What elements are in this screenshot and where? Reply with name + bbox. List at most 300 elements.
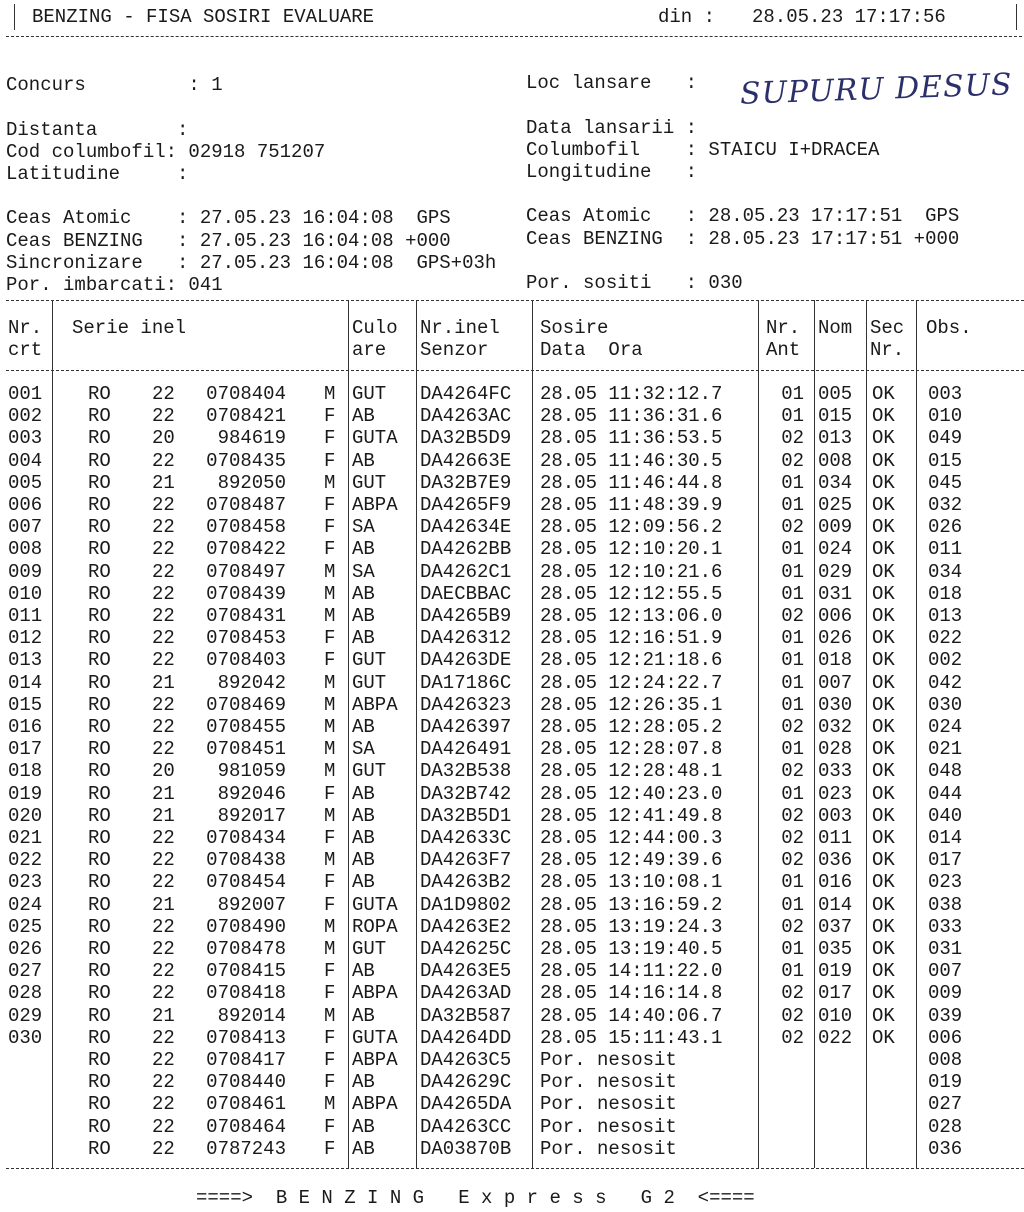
antenna-number: 01 [781, 871, 804, 894]
sensor-ring: DA42634E [420, 516, 512, 539]
ring-year: 20 [152, 427, 175, 450]
pigeon-sex: M [324, 671, 336, 694]
arrival-time: 28.05 14:40:06.7 [540, 1004, 723, 1027]
section-status: OK [872, 560, 895, 583]
observation: 026 [928, 516, 963, 539]
left-border [14, 4, 15, 30]
ring-country: RO [88, 804, 111, 827]
pigeon-sex: M [324, 605, 336, 627]
arrival-time: 28.05 12:24:22.7 [540, 671, 723, 694]
nomination-number: 019 [818, 960, 853, 983]
pigeon-color: ABPA [352, 494, 398, 516]
pigeon-sex: M [324, 849, 336, 872]
nomination-number: 032 [818, 716, 853, 738]
ring-year: 22 [152, 538, 175, 561]
ring-number: 0708417 [206, 1049, 286, 1071]
section-status: OK [872, 893, 895, 916]
ring-country: RO [88, 582, 111, 605]
ring-number: 0708455 [206, 716, 286, 738]
arrival-time: 28.05 12:28:07.8 [540, 738, 723, 761]
observation: 038 [928, 893, 963, 916]
arrival-time: 28.05 11:46:30.5 [540, 449, 723, 472]
section-status: OK [872, 760, 895, 783]
pigeon-color: GUT [352, 671, 387, 694]
ring-number: 0708458 [206, 516, 286, 539]
ring-number: 892007 [217, 893, 286, 916]
nomination-number: 014 [818, 893, 853, 916]
ring-country: RO [88, 893, 111, 916]
nomination-number: 031 [818, 582, 853, 605]
pigeon-color: ABPA [352, 982, 398, 1005]
arrival-time: Por. nesosit [540, 1137, 677, 1160]
antenna-number: 01 [781, 649, 804, 672]
column-header-ant: Nr. [766, 317, 801, 339]
pigeon-color: AB [352, 1115, 375, 1138]
arrival-time: 28.05 12:28:48.1 [540, 760, 723, 783]
ring-country: RO [88, 782, 111, 805]
pigeon-sex: F [324, 1137, 336, 1160]
antenna-number: 02 [781, 516, 804, 539]
ring-year: 22 [152, 449, 175, 472]
pigeon-sex: F [324, 782, 336, 805]
ring-number: 892046 [217, 782, 286, 805]
row-number: 011 [8, 605, 43, 627]
row-number: 029 [8, 1004, 43, 1027]
pigeon-color: GUTA [352, 427, 398, 450]
pigeon-color: GUT [352, 471, 387, 494]
arrival-time: 28.05 14:16:14.8 [540, 982, 723, 1005]
arrival-time: 28.05 12:16:51.9 [540, 627, 723, 650]
arrival-time: 28.05 12:26:35.1 [540, 693, 723, 716]
nomination-number: 037 [818, 915, 853, 938]
observation: 045 [928, 471, 963, 494]
sensor-ring: DA4265DA [420, 1093, 512, 1116]
column-header-sosire-sub: Data Ora [540, 339, 643, 361]
ring-number: 0708478 [206, 938, 286, 960]
nomination-number: 005 [818, 383, 853, 405]
row-number: 009 [8, 560, 43, 583]
antenna-number: 02 [781, 716, 804, 738]
ring-country: RO [88, 849, 111, 872]
ring-country: RO [88, 671, 111, 694]
arrival-time: Por. nesosit [540, 1049, 677, 1071]
column-divider [814, 300, 815, 1168]
pigeon-sex: M [324, 1004, 336, 1027]
sensor-ring: DAECBBAC [420, 582, 512, 605]
column-divider [532, 300, 533, 1168]
ring-country: RO [88, 1115, 111, 1138]
observation: 013 [928, 605, 963, 627]
section-status: OK [872, 871, 895, 894]
row-number: 003 [8, 427, 43, 450]
ring-number: 892014 [217, 1004, 286, 1027]
ring-country: RO [88, 693, 111, 716]
nomination-number: 003 [818, 804, 853, 827]
pigeon-sex: F [324, 538, 336, 561]
ring-country: RO [88, 383, 111, 405]
pigeon-color: GUTA [352, 1026, 398, 1049]
observation: 008 [928, 1049, 963, 1071]
ring-number: 0708422 [206, 538, 286, 561]
arrival-time: 28.05 12:41:49.8 [540, 804, 723, 827]
section-status: OK [872, 849, 895, 872]
row-number: 012 [8, 627, 43, 650]
ring-number: 0708454 [206, 871, 286, 894]
pigeon-color: AB [352, 782, 375, 805]
pigeon-color: AB [352, 1137, 375, 1160]
antenna-number: 01 [781, 960, 804, 983]
right-border [1016, 4, 1017, 30]
arrival-time: 28.05 11:48:39.9 [540, 494, 723, 516]
sensor-ring: DA4265F9 [420, 494, 512, 516]
ring-number: 0708403 [206, 649, 286, 672]
section-status: OK [872, 627, 895, 650]
pigeon-color: AB [352, 827, 375, 849]
observation: 028 [928, 1115, 963, 1138]
pigeon-sex: M [324, 760, 336, 783]
sensor-ring: DA4263DE [420, 649, 512, 672]
columbofil-field: Columbofil : STAICU I+DRACEA [526, 139, 880, 161]
sincronizare-field: Sincronizare : 27.05.23 16:04:08 GPS+03h [6, 252, 497, 274]
arrival-time: 28.05 14:11:22.0 [540, 960, 723, 983]
ring-year: 21 [152, 893, 175, 916]
observation: 044 [928, 782, 963, 805]
pigeon-sex: F [324, 516, 336, 539]
arrival-time: 28.05 12:10:20.1 [540, 538, 723, 561]
antenna-number: 02 [781, 915, 804, 938]
ring-year: 22 [152, 716, 175, 738]
arrival-time: 28.05 13:16:59.2 [540, 893, 723, 916]
observation: 049 [928, 427, 963, 450]
row-number: 030 [8, 1026, 43, 1049]
antenna-number: 01 [781, 893, 804, 916]
observation: 032 [928, 494, 963, 516]
pigeon-color: ROPA [352, 915, 398, 938]
pigeon-sex: M [324, 582, 336, 605]
pigeon-sex: F [324, 1026, 336, 1049]
antenna-number: 02 [781, 827, 804, 849]
sensor-ring: DA4263AC [420, 405, 512, 428]
section-status: OK [872, 582, 895, 605]
pigeon-sex: M [324, 471, 336, 494]
pigeon-color: GUT [352, 383, 387, 405]
antenna-number: 02 [781, 760, 804, 783]
row-number: 020 [8, 804, 43, 827]
ring-year: 21 [152, 782, 175, 805]
ring-number: 0708497 [206, 560, 286, 583]
observation: 036 [928, 1137, 963, 1160]
observation: 027 [928, 1093, 963, 1116]
pigeon-sex: F [324, 871, 336, 894]
ring-number: 0708487 [206, 494, 286, 516]
sositi-field: Por. sositi : 030 [526, 272, 743, 294]
ring-country: RO [88, 538, 111, 561]
pigeon-color: GUT [352, 760, 387, 783]
row-number: 005 [8, 471, 43, 494]
ring-number: 0708421 [206, 405, 286, 428]
section-status: OK [872, 982, 895, 1005]
ceas-atomic-start: Ceas Atomic : 27.05.23 16:04:08 GPS [6, 207, 451, 229]
pigeon-sex: M [324, 716, 336, 738]
observation: 023 [928, 871, 963, 894]
ring-country: RO [88, 1026, 111, 1049]
pigeon-color: SA [352, 560, 375, 583]
nomination-number: 034 [818, 471, 853, 494]
ring-country: RO [88, 760, 111, 783]
column-header-ant-sub: Ant [766, 339, 801, 361]
section-status: OK [872, 649, 895, 672]
concurs-field: Concurs : 1 [6, 74, 223, 96]
pigeon-color: GUT [352, 938, 387, 960]
sensor-ring: DA426323 [420, 693, 512, 716]
distanta-field: Distanta : [6, 119, 189, 141]
ring-number: 0708451 [206, 738, 286, 761]
arrival-time: 28.05 12:09:56.2 [540, 516, 723, 539]
row-number: 004 [8, 449, 43, 472]
row-number: 016 [8, 716, 43, 738]
section-status: OK [872, 827, 895, 849]
observation: 002 [928, 649, 963, 672]
ring-number: 981059 [217, 760, 286, 783]
pigeon-color: ABPA [352, 1093, 398, 1116]
nomination-number: 009 [818, 516, 853, 539]
ring-number: 0708431 [206, 605, 286, 627]
ring-number: 0708438 [206, 849, 286, 872]
loc-lansare-handwritten: SUPURU DESUS [739, 67, 1014, 112]
antenna-number: 02 [781, 449, 804, 472]
pigeon-sex: F [324, 494, 336, 516]
ring-country: RO [88, 427, 111, 450]
section-status: OK [872, 494, 895, 516]
ring-year: 22 [152, 516, 175, 539]
arrival-time: 28.05 12:21:18.6 [540, 649, 723, 672]
pigeon-sex: F [324, 1115, 336, 1138]
sensor-ring: DA4263F7 [420, 849, 512, 872]
column-header-culo: Culo [352, 317, 398, 339]
ring-country: RO [88, 605, 111, 627]
ring-country: RO [88, 915, 111, 938]
section-status: OK [872, 1026, 895, 1049]
column-header-nr-sub: crt [8, 339, 43, 361]
pigeon-color: GUT [352, 649, 387, 672]
ring-year: 21 [152, 471, 175, 494]
ring-year: 22 [152, 849, 175, 872]
row-number: 026 [8, 938, 43, 960]
ring-number: 984619 [217, 427, 286, 450]
nomination-number: 033 [818, 760, 853, 783]
row-number: 023 [8, 871, 43, 894]
sensor-ring: DA426491 [420, 738, 512, 761]
ring-year: 22 [152, 1137, 175, 1160]
antenna-number: 01 [781, 538, 804, 561]
observation: 019 [928, 1071, 963, 1094]
pigeon-color: AB [352, 871, 375, 894]
sensor-ring: DA4263E2 [420, 915, 512, 938]
nomination-number: 010 [818, 1004, 853, 1027]
section-status: OK [872, 716, 895, 738]
sensor-ring: DA42633C [420, 827, 512, 849]
nomination-number: 017 [818, 982, 853, 1005]
antenna-number: 01 [781, 938, 804, 960]
ring-year: 22 [152, 693, 175, 716]
header-divider [6, 36, 1022, 37]
ring-number: 0708404 [206, 383, 286, 405]
pigeon-sex: M [324, 1093, 336, 1116]
antenna-number: 01 [781, 471, 804, 494]
arrival-time: 28.05 11:46:44.8 [540, 471, 723, 494]
observation: 030 [928, 693, 963, 716]
section-status: OK [872, 738, 895, 761]
antenna-number: 01 [781, 693, 804, 716]
ring-number: 892017 [217, 804, 286, 827]
ring-country: RO [88, 938, 111, 960]
column-divider [916, 300, 917, 1168]
column-header-sec: Sec [870, 317, 905, 339]
observation: 017 [928, 849, 963, 872]
observation: 015 [928, 449, 963, 472]
loc-lansare-label: Loc lansare : [526, 72, 698, 94]
ring-country: RO [88, 560, 111, 583]
ring-number: 0708415 [206, 960, 286, 983]
column-header-nom: Nom [818, 317, 853, 339]
column-header-inel: Nr.inel [420, 317, 500, 339]
arrival-time: 28.05 12:44:00.3 [540, 827, 723, 849]
sensor-ring: DA42625C [420, 938, 512, 960]
nomination-number: 024 [818, 538, 853, 561]
ring-country: RO [88, 471, 111, 494]
pigeon-color: AB [352, 1004, 375, 1027]
observation: 031 [928, 938, 963, 960]
pigeon-sex: F [324, 427, 336, 450]
arrival-time: 28.05 15:11:43.1 [540, 1026, 723, 1049]
section-status: OK [872, 471, 895, 494]
ring-number: 0708464 [206, 1115, 286, 1138]
pigeon-sex: F [324, 1049, 336, 1071]
column-header-nr: Nr. [8, 317, 43, 339]
table-top-rule [6, 300, 1024, 301]
sensor-ring: DA32B7E9 [420, 471, 512, 494]
arrival-time: 28.05 11:36:31.6 [540, 405, 723, 428]
sensor-ring: DA42663E [420, 449, 512, 472]
antenna-number: 01 [781, 560, 804, 583]
nomination-number: 016 [818, 871, 853, 894]
row-number: 014 [8, 671, 43, 694]
report-datetime: 28.05.23 17:17:56 [752, 6, 946, 28]
observation: 007 [928, 960, 963, 983]
pigeon-sex: M [324, 938, 336, 960]
ring-country: RO [88, 827, 111, 849]
ring-country: RO [88, 716, 111, 738]
pigeon-color: AB [352, 538, 375, 561]
ring-country: RO [88, 516, 111, 539]
section-status: OK [872, 671, 895, 694]
row-number: 027 [8, 960, 43, 983]
arrival-time: 28.05 13:19:40.5 [540, 938, 723, 960]
report-title: BENZING - FISA SOSIRI EVALUARE [32, 6, 375, 28]
ring-year: 22 [152, 1026, 175, 1049]
nomination-number: 006 [818, 605, 853, 627]
sensor-ring: DA03870B [420, 1137, 512, 1160]
sensor-ring: DA426312 [420, 627, 512, 650]
pigeon-color: AB [352, 804, 375, 827]
ring-number: 0787243 [206, 1137, 286, 1160]
nomination-number: 028 [818, 738, 853, 761]
section-status: OK [872, 405, 895, 428]
row-number: 010 [8, 582, 43, 605]
row-number: 022 [8, 849, 43, 872]
ring-number: 0708461 [206, 1093, 286, 1116]
ring-country: RO [88, 1004, 111, 1027]
ring-number: 892042 [217, 671, 286, 694]
ring-country: RO [88, 494, 111, 516]
nomination-number: 015 [818, 405, 853, 428]
row-number: 002 [8, 405, 43, 428]
ceas-benzing-start: Ceas BENZING : 27.05.23 16:04:08 +000 [6, 230, 451, 252]
section-status: OK [872, 938, 895, 960]
column-header-inel-sub: Senzor [420, 339, 489, 361]
ring-number: 0708413 [206, 1026, 286, 1049]
ring-country: RO [88, 982, 111, 1005]
observation: 018 [928, 582, 963, 605]
sensor-ring: DA32B5D1 [420, 804, 512, 827]
row-number: 008 [8, 538, 43, 561]
sensor-ring: DA1D9802 [420, 893, 512, 916]
observation: 040 [928, 804, 963, 827]
sensor-ring: DA4263AD [420, 982, 512, 1005]
observation: 014 [928, 827, 963, 849]
pigeon-sex: F [324, 449, 336, 472]
section-status: OK [872, 782, 895, 805]
pigeon-color: AB [352, 627, 375, 650]
pigeon-sex: M [324, 693, 336, 716]
nomination-number: 007 [818, 671, 853, 694]
arrival-time: Por. nesosit [540, 1093, 677, 1116]
longitudine-field: Longitudine : [526, 161, 698, 183]
nomination-number: 022 [818, 1026, 853, 1049]
ring-number: 0708453 [206, 627, 286, 650]
pigeon-color: SA [352, 516, 375, 539]
footer-brand: ====> B E N Z I N G E x p r e s s G 2 <==== [196, 1187, 755, 1209]
ring-number: 0708469 [206, 693, 286, 716]
section-status: OK [872, 449, 895, 472]
column-divider [348, 300, 349, 1168]
pigeon-color: AB [352, 582, 375, 605]
antenna-number: 01 [781, 582, 804, 605]
pigeon-color: ABPA [352, 1049, 398, 1071]
pigeon-sex: M [324, 738, 336, 761]
pigeon-color: AB [352, 405, 375, 428]
arrival-time: 28.05 12:28:05.2 [540, 716, 723, 738]
antenna-number: 02 [781, 804, 804, 827]
ring-number: 0708440 [206, 1071, 286, 1094]
arrival-time: 28.05 11:36:53.5 [540, 427, 723, 450]
column-header-sosire: Sosire [540, 317, 609, 339]
nomination-number: 029 [818, 560, 853, 583]
ring-number: 892050 [217, 471, 286, 494]
section-status: OK [872, 383, 895, 405]
antenna-number: 02 [781, 605, 804, 627]
ring-year: 22 [152, 649, 175, 672]
pigeon-color: AB [352, 449, 375, 472]
ring-year: 22 [152, 1049, 175, 1071]
nomination-number: 008 [818, 449, 853, 472]
section-status: OK [872, 427, 895, 450]
arrival-time: 28.05 12:10:21.6 [540, 560, 723, 583]
sensor-ring: DA4262C1 [420, 560, 512, 583]
ring-year: 21 [152, 1004, 175, 1027]
antenna-number: 01 [781, 405, 804, 428]
ring-year: 22 [152, 827, 175, 849]
